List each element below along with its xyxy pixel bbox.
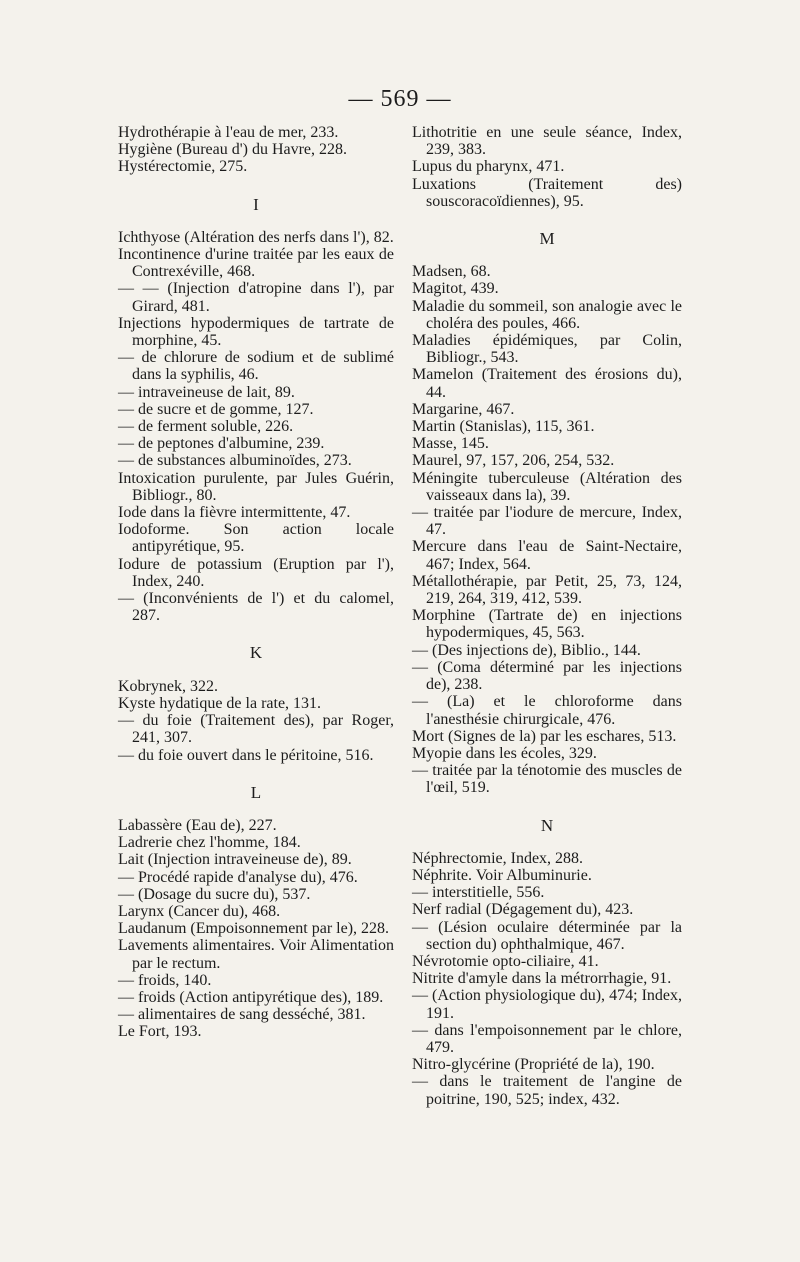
- index-entry: Maladies épidémiques, par Colin, Bibliogr., 543.: [412, 332, 682, 367]
- index-entry: Lait (Injection intraveineuse de), 89.: [118, 851, 352, 869]
- index-entry: — alimentaires de sang desséché, 381.: [118, 1006, 366, 1024]
- index-entry: — traitée par la ténotomie des muscles de l'œil, 519.: [412, 762, 682, 797]
- index-entry: — (Action physiologique du), 474; Index, 191.: [412, 987, 682, 1022]
- index-entry: Margarine, 467.: [412, 400, 515, 418]
- index-entry: — Procédé rapide d'analyse du), 476.: [118, 868, 358, 886]
- index-entry: Martin (Stanislas), 115, 361.: [412, 418, 595, 436]
- index-entry: — de peptones d'albumine, 239.: [118, 435, 325, 453]
- index-entry: — (Des injections de), Biblio., 144.: [412, 641, 641, 659]
- index-entry: Lithotritie en une seule séance, Index, 239, 383.: [412, 124, 682, 159]
- index-entry: Maladie du sommeil, son analogie avec le choléra des poules, 466.: [412, 297, 682, 332]
- index-entry: — (Inconvénients de l') et du calomel, 287.: [118, 590, 394, 625]
- index-entry: — de sucre et de gomme, 127.: [118, 400, 314, 418]
- index-entry: — traitée par l'iodure de mercure, Index, 47.: [412, 504, 682, 539]
- index-entry: — dans l'empoisonnement par le chlore, 479.: [412, 1021, 682, 1056]
- index-entry: Nitro-glycérine (Propriété de la), 190.: [412, 1056, 655, 1074]
- index-entry: — de substances albuminoïdes, 273.: [118, 452, 352, 470]
- section-letter: L: [250, 782, 262, 802]
- index-entry: Incontinence d'urine traitée par les eaux de Contrexéville, 468.: [118, 246, 394, 281]
- index-column-left: [118, 124, 394, 1041]
- index-entry: — dans le traitement de l'angine de poitrine, 190, 525; index, 432.: [412, 1073, 682, 1108]
- index-entry: Maurel, 97, 157, 206, 254, 532.: [412, 452, 615, 470]
- index-entry: Mort (Signes de la) par les eschares, 513.: [412, 727, 677, 745]
- index-entry: Lupus du pharynx, 471.: [412, 158, 565, 176]
- index-entry: — — (Injection d'atropine dans l'), par Girard, 481.: [118, 280, 394, 315]
- index-entry: — intraveineuse de lait, 89.: [118, 383, 295, 401]
- index-entry: — de chlorure de sodium et de sublimé dans la syphilis, 46.: [118, 349, 394, 384]
- index-entry: — du foie ouvert dans le péritoine, 516.: [118, 746, 374, 764]
- index-entry: Injections hypodermiques de tartrate de morphine, 45.: [118, 314, 394, 350]
- index-entry: Mamelon (Traitement des érosions du), 44.: [412, 366, 682, 401]
- section-letter: I: [253, 194, 259, 214]
- index-entry: Iodoforme. Son action locale antipyrétique, 95.: [118, 521, 394, 556]
- index-entry: Le Fort, 193.: [118, 1023, 202, 1041]
- index-entry: — (Dosage du sucre du), 537.: [118, 885, 311, 903]
- index-entry: Méningite tuberculeuse (Altération des vaisseaux dans la), 39.: [412, 469, 682, 504]
- index-entry: Hydrothérapie à l'eau de mer, 233.: [118, 124, 339, 141]
- index-entry: Luxations (Traitement des) souscoracoïdiennes), 95.: [412, 175, 682, 210]
- index-entry: Hygiène (Bureau d') du Havre, 228.: [118, 141, 348, 159]
- index-entry: Ichthyose (Altération des nerfs dans l'), 82.: [118, 228, 394, 246]
- index-entry: — (Lésion oculaire déterminée par la section du) ophthalmique, 467.: [412, 918, 682, 953]
- index-entry: — (La) et le chloroforme dans l'anesthésie chirurgicale, 476.: [412, 693, 682, 728]
- index-entry: Kobrynek, 322.: [118, 677, 218, 695]
- index-entry: Nitrite d'amyle dans la métrorrhagie, 91.: [412, 970, 672, 988]
- index-entry: — (Coma déterminé par les injections de), 238.: [412, 658, 682, 694]
- index-entry: Iodure de potassium (Eruption par l'), Index, 240.: [118, 555, 394, 590]
- index-entry: Néphrite. Voir Albuminurie.: [412, 866, 592, 884]
- index-entry: Larynx (Cancer du), 468.: [118, 902, 281, 920]
- section-letter: N: [540, 815, 554, 835]
- index-entry: Néphrectomie, Index, 288.: [412, 849, 584, 867]
- index-entry: — froids (Action antipyrétique des), 189.: [118, 988, 384, 1006]
- index-entry: Masse, 145.: [412, 435, 489, 453]
- index-entry: Morphine (Tartrate de) en injections hypodermiques, 45, 563.: [412, 607, 682, 642]
- index-entry: Intoxication purulente, par Jules Guérin, Bibliogr., 80.: [118, 469, 394, 504]
- index-entry: Métallothérapie, par Petit, 25, 73, 124, 219, 264, 319, 412, 539.: [412, 572, 682, 608]
- section-letter: K: [249, 643, 263, 663]
- index-entry: — de ferment soluble, 226.: [118, 418, 294, 436]
- index-entry: — du foie (Traitement des), par Roger, 241, 307.: [118, 712, 394, 747]
- index-entry: — froids, 140.: [118, 971, 212, 989]
- index-entry: Lavements alimentaires. Voir Alimentation par le rectum.: [118, 937, 394, 972]
- index-entry: Ladrerie chez l'homme, 184.: [118, 834, 301, 852]
- index-entry: Laudanum (Empoisonnement par le), 228.: [118, 920, 390, 938]
- index-entry: — interstitielle, 556.: [412, 884, 545, 902]
- index-column-right: [412, 124, 682, 1108]
- index-entry: Hystérectomie, 275.: [118, 158, 248, 176]
- index-entry: Kyste hydatique de la rate, 131.: [118, 694, 322, 712]
- index-entry: Magitot, 439.: [412, 280, 499, 298]
- page-number: — 569 —: [348, 86, 452, 112]
- index-entry: Labassère (Eau de), 227.: [118, 816, 277, 834]
- section-letter: M: [539, 229, 555, 249]
- index-entry: Nerf radial (Dégagement du), 423.: [412, 901, 634, 919]
- index-entry: Iode dans la fièvre intermittente, 47.: [118, 504, 351, 522]
- index-entry: Mercure dans l'eau de Saint-Nectaire, 467; Index, 564.: [412, 538, 682, 573]
- index-entry: Névrotomie opto-ciliaire, 41.: [412, 952, 599, 970]
- index-entry: Myopie dans les écoles, 329.: [412, 744, 597, 762]
- index-entry: Madsen, 68.: [412, 263, 491, 281]
